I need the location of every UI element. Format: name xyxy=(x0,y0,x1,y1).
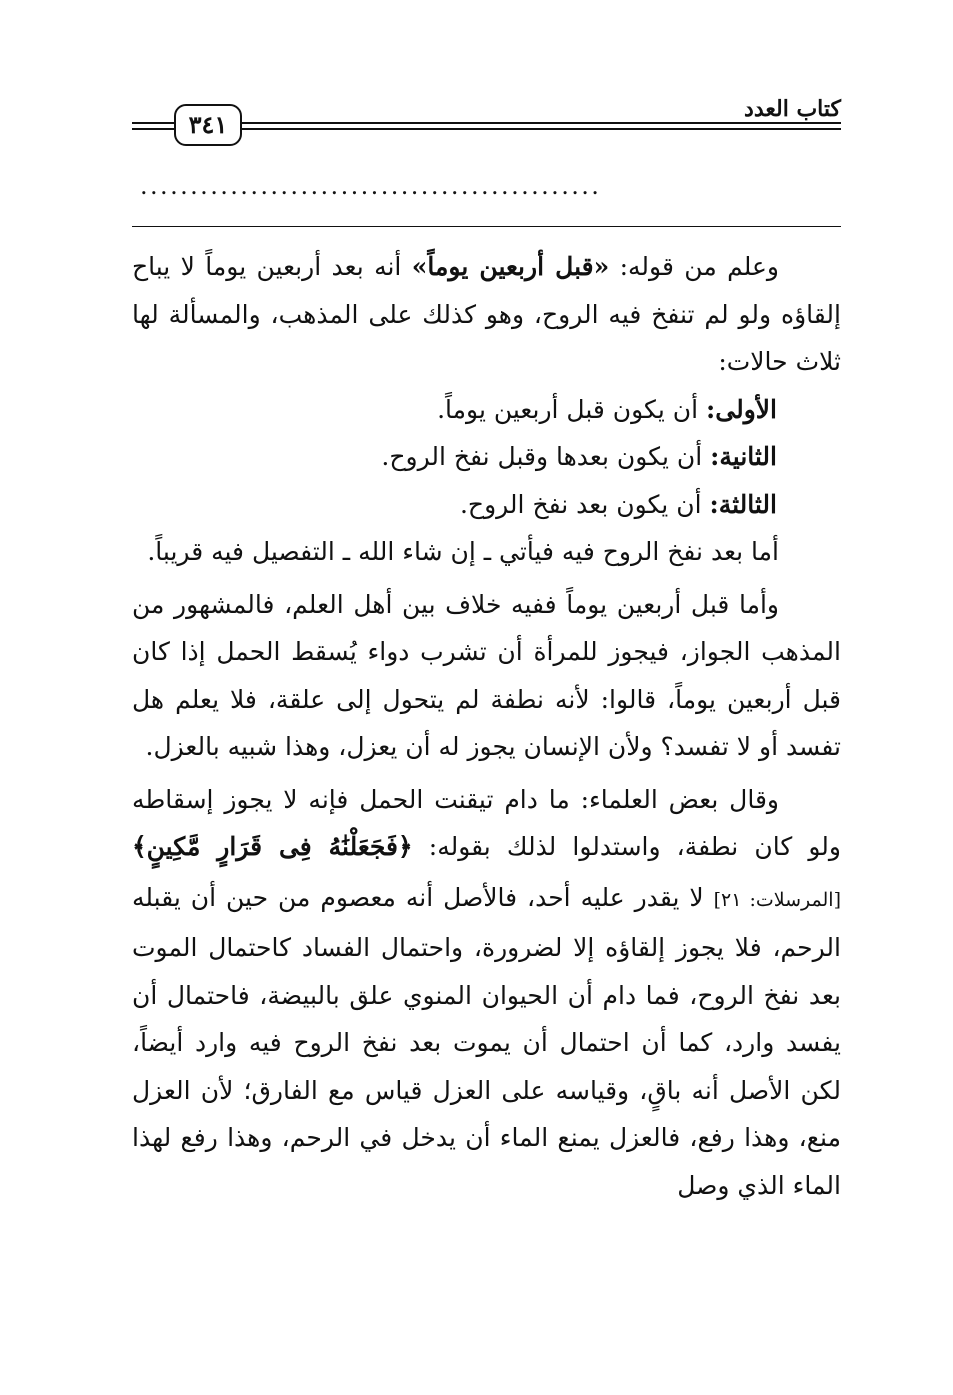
running-title: كتاب العدد xyxy=(744,96,841,122)
case-third-label: الثالثة: xyxy=(709,489,777,519)
continuation-dots: .............................................. xyxy=(140,172,602,200)
case-second-text: أن يكون بعدها وقبل نفخ الروح. xyxy=(381,442,711,471)
paragraph-4 xyxy=(132,776,841,1210)
paragraph-1-start: وعلم من قوله: xyxy=(609,252,780,281)
paragraph-1-rest: أنه بعد أربعين يوماً لا يباح إلقاؤه ولو لم تنفخ فيه الروح، وهو كذلك على المذهب، والمسألة لها ثلاث حالات: xyxy=(132,252,841,376)
verse-reference: [المرسلات: ٢١] xyxy=(713,888,841,911)
case-first xyxy=(132,386,841,434)
paragraph-4-start: وقال بعض العلماء: ما دام تيقنت الحمل فإنه لا يجوز إسقاطه ولو كان نطفة، واستدلوا لذلك بقوله: xyxy=(132,784,841,861)
case-first-label: الأولى: xyxy=(706,394,777,424)
quran-verse: ﴿فَجَعَلْنَٰهُ فِى قَرَارٍ مَّكِينٍ﴾ xyxy=(132,832,413,861)
paragraph-1 xyxy=(132,243,841,386)
paragraph-2: أما بعد نفخ الروح فيه فيأتي ـ إن شاء الله ـ التفصيل فيه قريباً. xyxy=(147,537,779,566)
page-number: ٣٤١ xyxy=(174,104,242,146)
case-third xyxy=(132,481,841,529)
case-third-text: أن يكون بعد نفخ الروح. xyxy=(459,489,710,519)
separator-rule xyxy=(132,226,841,227)
case-second xyxy=(132,433,841,481)
paragraph-4-rest: لا يقدر عليه أحد، فالأصل أنه معصوم من حين أن يقبله الرحم، فلا يجوز إلقاؤه إلا لضرورة، واحتمال الفساد كاحتمال الموت بعد نفخ الروح، فما دام أن الحيوان المنوي علق بالبيضة، فاحتمال أن يفسد وارد، كما أن احتمال أن يموت بعد نفخ الروح فيه وارد أيضاً، لكن الأصل أنه باقٍ، وقياسه على العزل قياس مع الفارق؛ لأن العزل منع، وهذا رفع، فالعزل يمنع الماء أن يدخل في الرحم، وهذا رفع لهذا الماء الذي وصل xyxy=(132,882,841,1200)
case-first-text: أن يكون قبل أربعين يوماً. xyxy=(437,394,707,424)
body-text xyxy=(132,243,841,1209)
quoted-hadith: «قبل أربعين يوماً» xyxy=(411,252,610,281)
case-second-label: الثانية: xyxy=(710,442,777,471)
paragraph-3: وأما قبل أربعين يوماً ففيه خلاف بين أهل العلم، فالمشهور من المذهب الجواز، فيجوز للمرأة أن تشرب دواء يُسقط الحمل إذا كان قبل أربعين يوماً، قالوا: لأنه نطفة لم يتحول إلى علقة، فلا يعلم هل تفسد أو لا تفسد؟ ولأن الإنسان يجوز له أن يعزل، وهذا شبيه بالعزل. xyxy=(132,589,841,761)
